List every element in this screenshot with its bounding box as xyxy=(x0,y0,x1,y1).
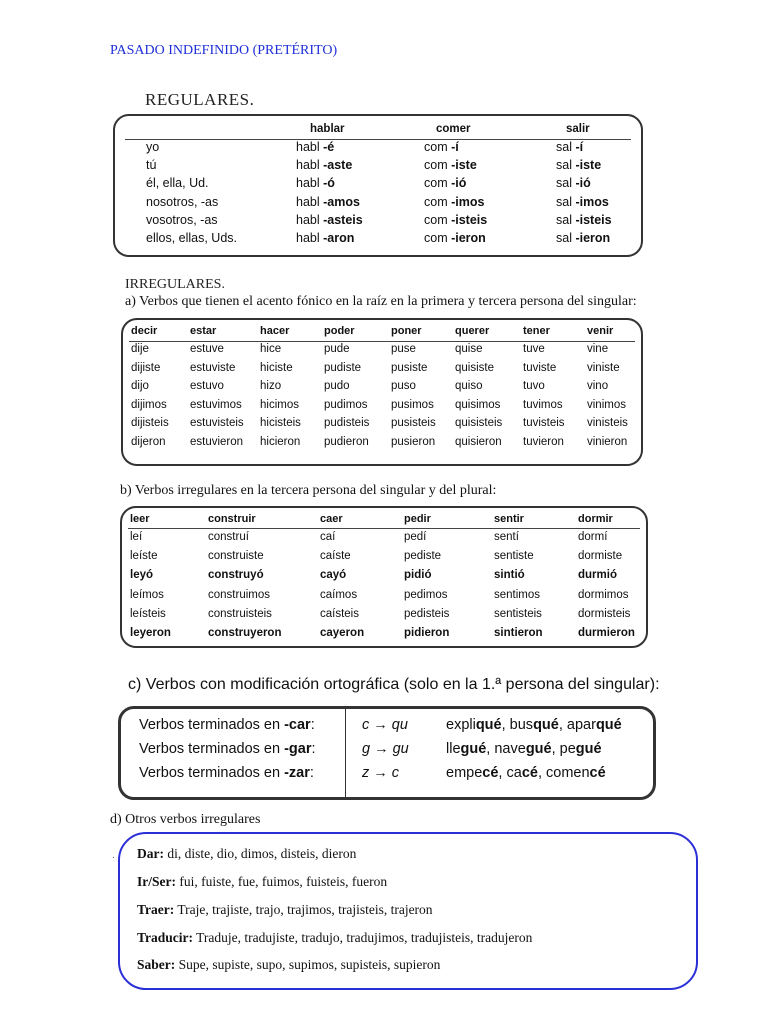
verb-form: quiso xyxy=(455,380,483,392)
verb-form: hiciste xyxy=(260,361,293,374)
verb-form: pudisteis xyxy=(324,417,370,429)
example-stem: ca xyxy=(506,765,522,781)
column-header-estar: estar xyxy=(190,325,217,337)
verb-name: Dar: xyxy=(137,846,164,861)
verb-ending: -ieron xyxy=(451,231,486,245)
spelling-change xyxy=(362,741,409,757)
verb-form: construí xyxy=(208,531,249,543)
verb-form: hizo xyxy=(260,380,282,392)
example-stem: lle xyxy=(446,741,461,757)
verb-ending: -é xyxy=(323,140,335,154)
conjugation-cell xyxy=(424,140,459,154)
verb-form: construiste xyxy=(208,550,264,563)
verb-forms: Traje, trajiste, trajo, trajimos, trajisteis, trajeron xyxy=(174,902,433,917)
conjugation-cell xyxy=(296,231,354,245)
irregular-b-table xyxy=(120,506,648,648)
verb-form: quise xyxy=(455,343,483,355)
other-verb-item xyxy=(137,930,532,946)
verb-form: pidió xyxy=(404,569,432,582)
other-verb-item xyxy=(137,846,356,862)
verb-form: vinieron xyxy=(587,435,628,448)
person-label: él, ella, Ud. xyxy=(146,176,209,191)
verb-form: pedimos xyxy=(404,588,448,601)
replacement-letter: c xyxy=(387,765,400,781)
verb-name: Traducir: xyxy=(137,930,193,945)
separator: , xyxy=(558,717,567,733)
spelling-examples xyxy=(446,717,622,733)
conjugation-cell xyxy=(556,158,601,172)
verb-form: pusimos xyxy=(391,398,434,411)
spelling-rule-label xyxy=(139,765,314,781)
verb-form: estuvisteis xyxy=(190,417,244,429)
verb-form: construimos xyxy=(208,588,270,601)
verb-form: dije xyxy=(131,343,149,355)
verb-form: estuvieron xyxy=(190,435,244,448)
verb-ending: -zar xyxy=(284,765,310,781)
irregulares-heading: IRREGULARES. xyxy=(125,277,225,292)
example-ending: cé xyxy=(521,765,538,781)
verb-form: pediste xyxy=(404,550,442,563)
column-header-tener: tener xyxy=(523,325,550,337)
verb-form: quisieron xyxy=(455,435,502,448)
column-header-sentir: sentir xyxy=(494,513,524,525)
other-verb-item xyxy=(137,874,387,890)
column-header-comer: comer xyxy=(436,123,471,135)
verb-form: estuvo xyxy=(190,380,224,392)
label-text: Verbos terminados en xyxy=(139,717,285,733)
page-title: PASADO INDEFINIDO (PRETÉRITO) xyxy=(110,43,338,58)
conjugation-cell xyxy=(424,213,487,227)
verb-form: estuviste xyxy=(190,361,236,374)
verb-stem: sal xyxy=(556,176,576,191)
example-ending: qué xyxy=(533,717,559,733)
example-stem: nave xyxy=(494,741,526,757)
example-ending: qué xyxy=(475,717,502,733)
verb-ending: -í xyxy=(575,140,584,154)
verb-form: vinisteis xyxy=(587,417,628,429)
conjugation-cell xyxy=(424,176,466,190)
verb-form: durmió xyxy=(578,569,617,582)
conjugation-cell xyxy=(296,195,360,209)
verb-form: caísteis xyxy=(320,607,359,620)
person-label: vosotros, -as xyxy=(146,212,218,227)
verb-form: dormimos xyxy=(578,588,629,601)
verb-ending: -ió xyxy=(451,176,467,191)
example-stem: expli xyxy=(446,717,476,733)
regulares-heading: REGULARES. xyxy=(145,90,255,109)
conjugation-cell xyxy=(556,213,612,227)
verb-stem: sal xyxy=(556,194,576,209)
verb-form: dijimos xyxy=(131,398,167,411)
example-ending: gué xyxy=(525,741,552,757)
arrow-icon: → xyxy=(373,765,388,781)
label-text: Verbos terminados en xyxy=(139,741,285,757)
original-letter: z xyxy=(362,765,374,781)
verb-form: pudieron xyxy=(324,435,369,448)
verb-form: leímos xyxy=(130,588,164,601)
label-colon: : xyxy=(310,717,315,733)
label-colon: : xyxy=(309,765,314,781)
verb-stem: sal xyxy=(556,212,576,227)
section-d-title: d) Otros verbos irregulares xyxy=(110,812,261,827)
original-letter: c xyxy=(362,717,374,733)
example-stem: bus xyxy=(509,717,534,733)
verb-name: Traer: xyxy=(137,902,175,917)
verb-form: leyó xyxy=(130,569,154,582)
label-text: Verbos terminados en xyxy=(139,765,285,781)
spelling-change xyxy=(362,765,399,781)
verb-form: viniste xyxy=(587,361,620,374)
separator: , xyxy=(501,717,510,733)
verb-form: tuvisteis xyxy=(523,417,565,429)
verb-form: vine xyxy=(587,343,609,355)
verb-form: leíste xyxy=(130,550,158,563)
verb-form: quisisteis xyxy=(455,417,503,429)
verb-stem: sal xyxy=(556,158,576,173)
spelling-change xyxy=(362,717,408,733)
verb-form: hice xyxy=(260,343,282,355)
verb-ending: -gar xyxy=(284,741,312,757)
verb-ending: -ó xyxy=(323,176,335,191)
example-ending: cé xyxy=(482,765,499,781)
verb-form: dormí xyxy=(578,531,608,543)
verb-ending: -imos xyxy=(451,194,485,209)
verb-form: sentí xyxy=(494,531,519,543)
label-colon: : xyxy=(311,741,316,757)
verb-ending: -imos xyxy=(575,194,609,209)
verb-stem: com xyxy=(424,158,452,173)
verb-ending: -asteis xyxy=(323,212,363,227)
example-ending: qué xyxy=(595,717,622,733)
verb-form: construyó xyxy=(208,569,264,582)
replacement-letter: qu xyxy=(387,717,408,733)
conjugation-cell xyxy=(556,231,610,245)
verb-ending: -ieron xyxy=(575,231,611,245)
conjugation-cell xyxy=(556,195,609,209)
verb-form: sentiste xyxy=(494,550,534,563)
column-header-leer: leer xyxy=(130,513,150,525)
conjugation-cell xyxy=(296,176,335,190)
column-header-poner: poner xyxy=(391,325,422,337)
column-header-hablar: hablar xyxy=(310,123,345,135)
verb-stem: habl xyxy=(296,140,324,154)
verb-form: sintió xyxy=(494,569,525,582)
section-b-title: b) Verbos irregulares en la tercera persona del singular y del plural: xyxy=(120,483,497,498)
table-divider xyxy=(129,341,635,342)
verb-form: tuvieron xyxy=(523,435,564,448)
person-label: tú xyxy=(146,158,157,173)
column-header-poder: poder xyxy=(324,325,355,337)
verb-ending: -iste xyxy=(575,158,602,173)
conjugation-cell xyxy=(424,231,486,245)
column-header-dormir: dormir xyxy=(578,513,613,525)
verb-form: sintieron xyxy=(494,627,543,639)
table-divider xyxy=(128,528,640,529)
separator: , xyxy=(551,741,560,757)
example-ending: gué xyxy=(460,741,487,757)
other-verb-item xyxy=(137,957,440,973)
verb-form: pedisteis xyxy=(404,607,450,620)
verb-stem: com xyxy=(424,231,452,245)
verb-form: dijo xyxy=(131,380,149,392)
verb-form: vinimos xyxy=(587,398,626,411)
example-ending: gué xyxy=(575,741,602,757)
verb-stem: com xyxy=(424,194,452,209)
column-header-salir: salir xyxy=(566,123,590,135)
verb-form: estuve xyxy=(190,343,224,355)
verb-form: construisteis xyxy=(208,607,272,620)
spelling-examples xyxy=(446,765,606,781)
verb-form: hicisteis xyxy=(260,417,301,429)
verb-form: quisimos xyxy=(455,398,501,411)
verb-form: tuvimos xyxy=(523,398,563,411)
verb-form: quisiste xyxy=(455,361,494,374)
example-ending: cé xyxy=(589,765,606,781)
conjugation-cell xyxy=(296,213,363,227)
verb-form: pusiste xyxy=(391,361,428,374)
bullet-mark: . xyxy=(112,850,115,861)
verb-form: construyeron xyxy=(208,627,282,639)
verb-form: pudiste xyxy=(324,361,362,374)
verb-name: Ir/Ser: xyxy=(137,874,176,889)
verb-stem: com xyxy=(424,212,452,227)
person-label: yo xyxy=(146,140,160,154)
verb-form: leísteis xyxy=(130,607,166,620)
verb-ending: -ió xyxy=(575,176,591,191)
verb-form: hicieron xyxy=(260,435,301,448)
column-header-construir: construir xyxy=(208,513,256,525)
verb-ending: -í xyxy=(451,140,459,154)
verb-form: tuvo xyxy=(523,380,545,392)
arrow-icon: → xyxy=(374,741,389,757)
replacement-letter: gu xyxy=(388,741,409,757)
person-label: ellos, ellas, Uds. xyxy=(146,231,238,245)
separator: , xyxy=(498,765,507,781)
column-header-caer: caer xyxy=(320,513,343,525)
conjugation-cell xyxy=(424,158,477,172)
verb-form: hicimos xyxy=(260,398,299,411)
column-header-hacer: hacer xyxy=(260,325,290,337)
verb-form: pudimos xyxy=(324,398,368,411)
spelling-rule-label xyxy=(139,717,315,733)
verb-form: dormisteis xyxy=(578,607,631,620)
spelling-examples xyxy=(446,741,602,757)
verb-form: dijeron xyxy=(131,435,166,448)
separator: , xyxy=(486,741,495,757)
verb-name: Saber: xyxy=(137,957,176,972)
verb-form: dijisteis xyxy=(131,417,169,429)
verb-form: dijiste xyxy=(131,361,161,374)
arrow-icon: → xyxy=(373,717,388,733)
verb-stem: habl xyxy=(296,158,324,173)
verb-stem: sal xyxy=(556,140,576,154)
verb-ending: -iste xyxy=(451,158,477,173)
verb-forms: Traduje, tradujiste, tradujo, tradujimos, tradujisteis, tradujeron xyxy=(193,930,533,945)
verb-form: leí xyxy=(130,531,143,543)
column-header-pedir: pedir xyxy=(404,513,431,525)
verb-ending: -aron xyxy=(323,231,355,245)
verb-forms: fui, fuiste, fue, fuimos, fuisteis, fueron xyxy=(175,874,388,889)
example-stem: empe xyxy=(446,765,483,781)
verb-form: tuve xyxy=(523,343,545,355)
conjugation-cell xyxy=(296,140,334,154)
example-stem: comen xyxy=(546,765,590,781)
spelling-rule-label xyxy=(139,741,316,757)
verb-forms: Supe, supiste, supo, supimos, supisteis, supieron xyxy=(175,957,441,972)
example-stem: apar xyxy=(566,717,596,733)
verb-form: pude xyxy=(324,343,350,355)
column-divider xyxy=(345,709,346,797)
verb-form: pedí xyxy=(404,531,427,543)
person-label: nosotros, -as xyxy=(146,194,219,209)
verb-form: pudo xyxy=(324,380,350,392)
verb-stem: habl xyxy=(296,212,324,227)
conjugation-cell xyxy=(424,195,484,209)
verb-form: caíste xyxy=(320,550,351,563)
verb-ending: -isteis xyxy=(451,212,488,227)
other-verb-item xyxy=(137,902,433,918)
verb-form: leyeron xyxy=(130,627,171,639)
example-stem: pe xyxy=(559,741,576,757)
verb-stem: habl xyxy=(296,194,324,209)
verb-form: dormiste xyxy=(578,550,623,563)
verb-form: caí xyxy=(320,531,336,543)
verb-form: pidieron xyxy=(404,627,450,639)
conjugation-cell xyxy=(556,176,591,190)
verb-form: sentimos xyxy=(494,588,541,601)
verb-ending: -car xyxy=(284,717,311,733)
conjugation-cell xyxy=(296,158,352,172)
verb-ending: -isteis xyxy=(575,212,612,227)
verb-stem: sal xyxy=(556,231,576,245)
verb-form: sentisteis xyxy=(494,607,542,620)
verb-form: pusisteis xyxy=(391,417,436,429)
original-letter: g xyxy=(362,741,375,757)
verb-ending: -amos xyxy=(323,194,360,209)
verb-form: puse xyxy=(391,343,416,355)
verb-form: estuvimos xyxy=(190,398,242,411)
verb-stem: habl xyxy=(296,231,324,245)
verb-form: durmieron xyxy=(578,627,635,639)
verb-form: pusieron xyxy=(391,435,436,448)
column-header-venir: venir xyxy=(587,325,614,337)
verb-stem: habl xyxy=(296,176,324,191)
verb-stem: com xyxy=(424,176,452,191)
verb-form: vino xyxy=(587,380,609,392)
verb-stem: com xyxy=(424,140,452,154)
verb-form: caímos xyxy=(320,588,358,601)
section-a-title: a) Verbos que tienen el acento fónico en la raíz en la primera y tercera persona del singular: xyxy=(125,294,637,309)
separator: , xyxy=(537,765,547,781)
verb-form: tuviste xyxy=(523,361,557,374)
verb-forms: di, diste, dio, dimos, disteis, dieron xyxy=(164,846,357,861)
column-header-decir: decir xyxy=(131,325,158,337)
verb-form: cayeron xyxy=(320,627,365,639)
verb-ending: -aste xyxy=(323,158,353,173)
verb-form: cayó xyxy=(320,569,347,582)
column-header-querer: querer xyxy=(455,325,490,337)
conjugation-cell xyxy=(556,140,583,154)
verb-form: puso xyxy=(391,380,416,392)
section-c-title: c) Verbos con modificación ortográfica (solo en la 1.ª persona del singular): xyxy=(128,676,660,693)
